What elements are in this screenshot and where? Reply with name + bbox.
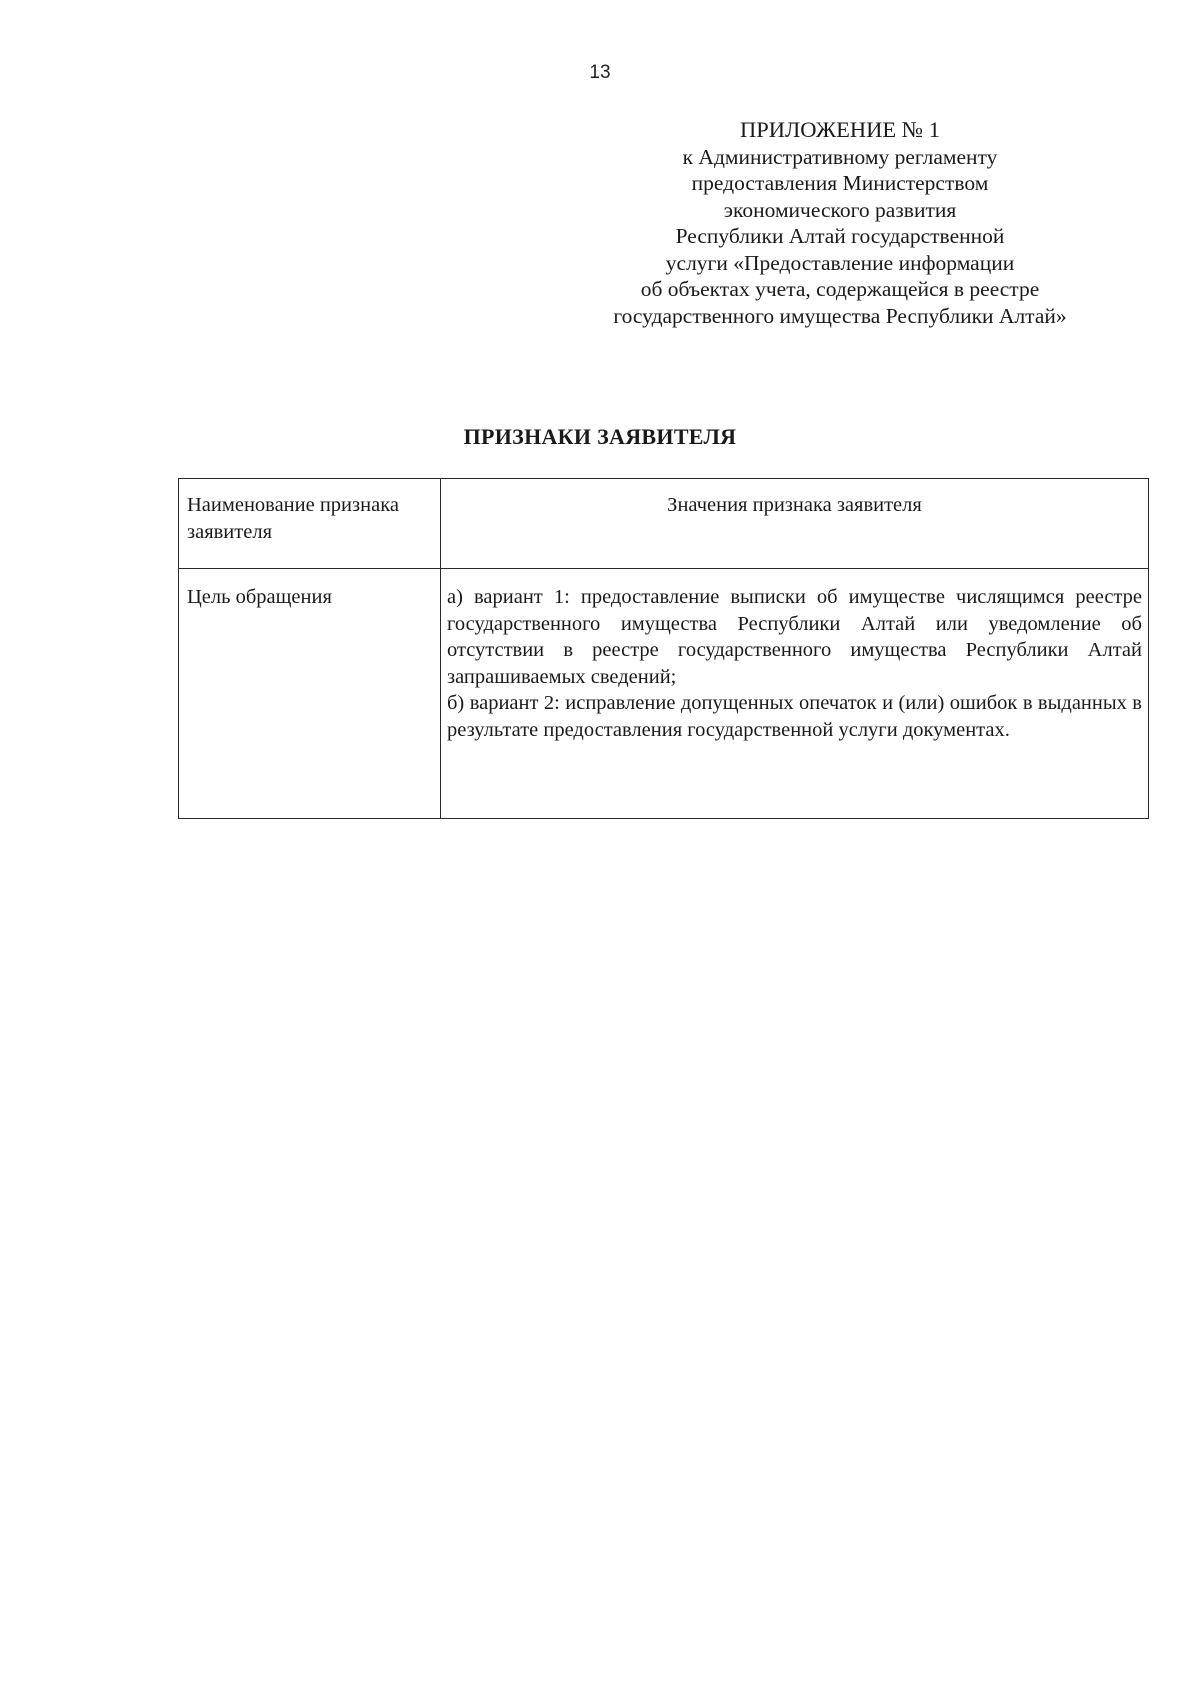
appendix-line: экономического развития: [723, 197, 957, 222]
appendix-line: об объектах учета, содержащейся в реестре: [640, 277, 1040, 301]
appendix-heading: ПРИЛОЖЕНИЕ № 1: [739, 117, 941, 142]
appendix-line: государственного имущества Республики Алтай»: [613, 303, 1067, 328]
page-number: 13: [589, 62, 611, 83]
appendix-line: предоставления Министерством: [691, 171, 989, 195]
table-row: [179, 569, 1149, 819]
criterion-value-option-2: б) вариант 2: исправление допущенных опечаток и (или) ошибок в выданных в результате предоставления государственной услуги документах.: [447, 692, 1142, 741]
table-header-criterion-name: Наименование признака заявителя: [179, 479, 441, 569]
table-cell-criterion-values: [441, 569, 1149, 819]
appendix-block: [590, 117, 1090, 329]
appendix-line: Республики Алтай государственной: [675, 224, 1005, 248]
appendix-line: услуги «Предоставление информации: [665, 250, 1015, 275]
criterion-value-option-1: а) вариант 1: предоставление выписки об имуществе числящимся реестре государственного имущества Республики Алтай или уведомление об отсутствии в реестре государственного имущества Республики Алтай запрашиваемых сведений;: [447, 586, 1142, 688]
table-header-criterion-values: Значения признака заявителя: [441, 479, 1149, 569]
applicant-criteria-table: [178, 478, 1149, 819]
document-title: ПРИЗНАКИ ЗАЯВИТЕЛЯ: [463, 424, 737, 449]
appendix-line: к Административному регламенту: [682, 144, 998, 169]
table-cell-criterion-name: Цель обращения: [179, 569, 441, 819]
table-header-row: [179, 479, 1149, 569]
